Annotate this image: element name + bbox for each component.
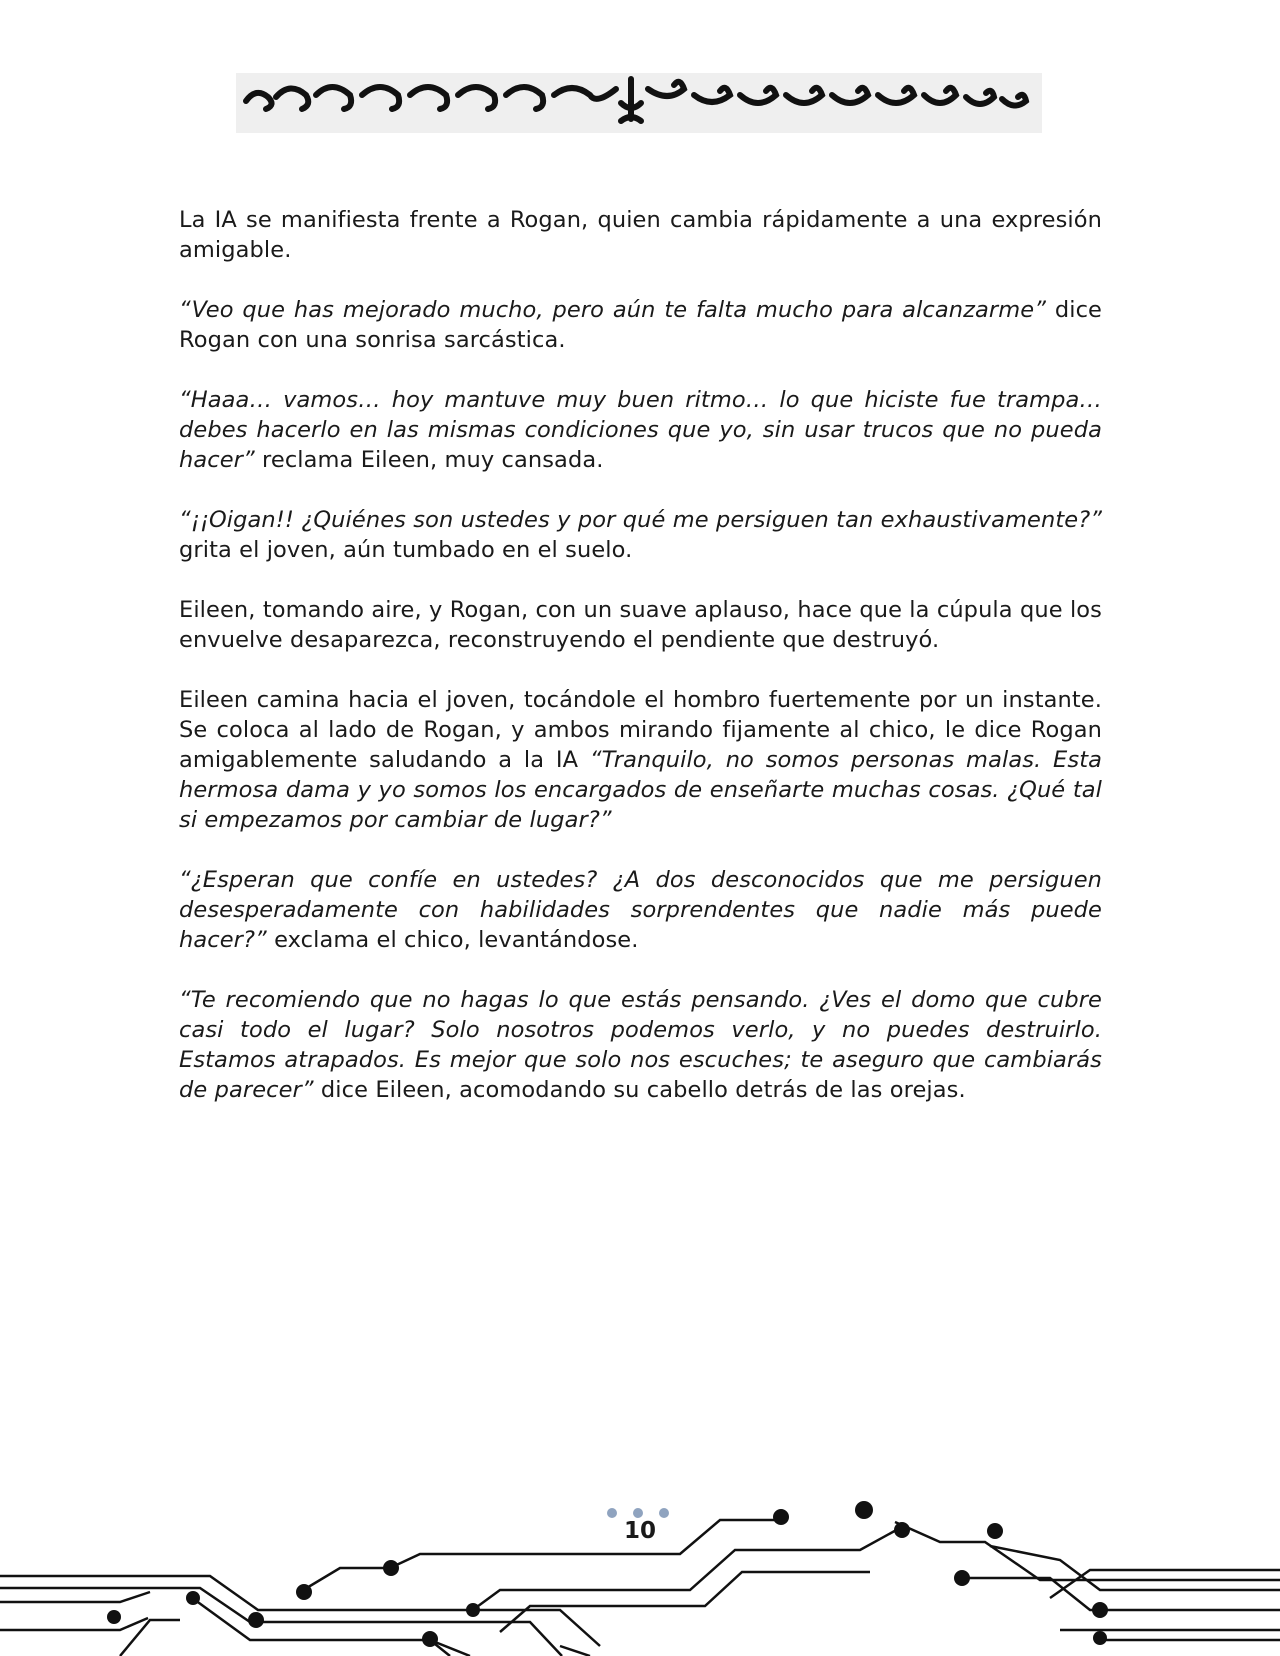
page-number: 10	[623, 1518, 656, 1544]
header-ornament	[236, 73, 1042, 133]
paragraph: “Haaa… vamos… hoy mantuve muy buen ritmo… lo que hiciste fue trampa… debes hacerlo en las mismas condiciones que yo, sin usar trucos que no pueda hacer” reclama Eileen, muy cansada.	[179, 387, 1102, 473]
paragraph: “Veo que has mejorado mucho, pero aún te falta mucho para alcanzarme” dice Rogan con una sonrisa sarcástica.	[179, 297, 1102, 353]
paragraph: “Te recomiendo que no hagas lo que estás pensando. ¿Ves el domo que cubre casi todo el lugar? Solo nosotros podemos verlo, y no puedes destruirlo. Estamos atrapados. Es mejor que solo nos escuches; te aseguro que cambiarás de parecer” dice Eileen, acomodando su cabello detrás de las orejas.	[179, 987, 1102, 1103]
paragraph: “¡¡Oigan!! ¿Quiénes son ustedes y por qué me persiguen tan exhaustivamente?” grita el joven, aún tumbado en el suelo.	[179, 507, 1102, 563]
paragraph: La IA se manifiesta frente a Rogan, quien cambia rápidamente a una expresión amigable.	[179, 207, 1102, 263]
paragraph: “¿Esperan que confíe en ustedes? ¿A dos desconocidos que me persiguen desesperadamente con habilidades sorprendentes que nadie más puede hacer?” exclama el chico, levantándose.	[179, 867, 1102, 953]
paragraph: Eileen, tomando aire, y Rogan, con un suave aplauso, hace que la cúpula que los envuelve desaparezca, reconstruyendo el pendiente que destruyó.	[179, 597, 1102, 653]
paragraph: Eileen camina hacia el joven, tocándole el hombro fuertemente por un instante. Se coloca al lado de Rogan, y ambos mirando fijamente al chico, le dice Rogan amigablemente saludando a la IA “Tranquilo, no somos personas malas. Esta hermosa dama y yo somos los encargados de enseñarte muchas cosas. ¿Qué tal si empezamos por cambiar de lugar?”	[179, 687, 1102, 833]
scroll-ornament-icon	[236, 73, 1042, 133]
story-text	[179, 205, 1102, 1135]
